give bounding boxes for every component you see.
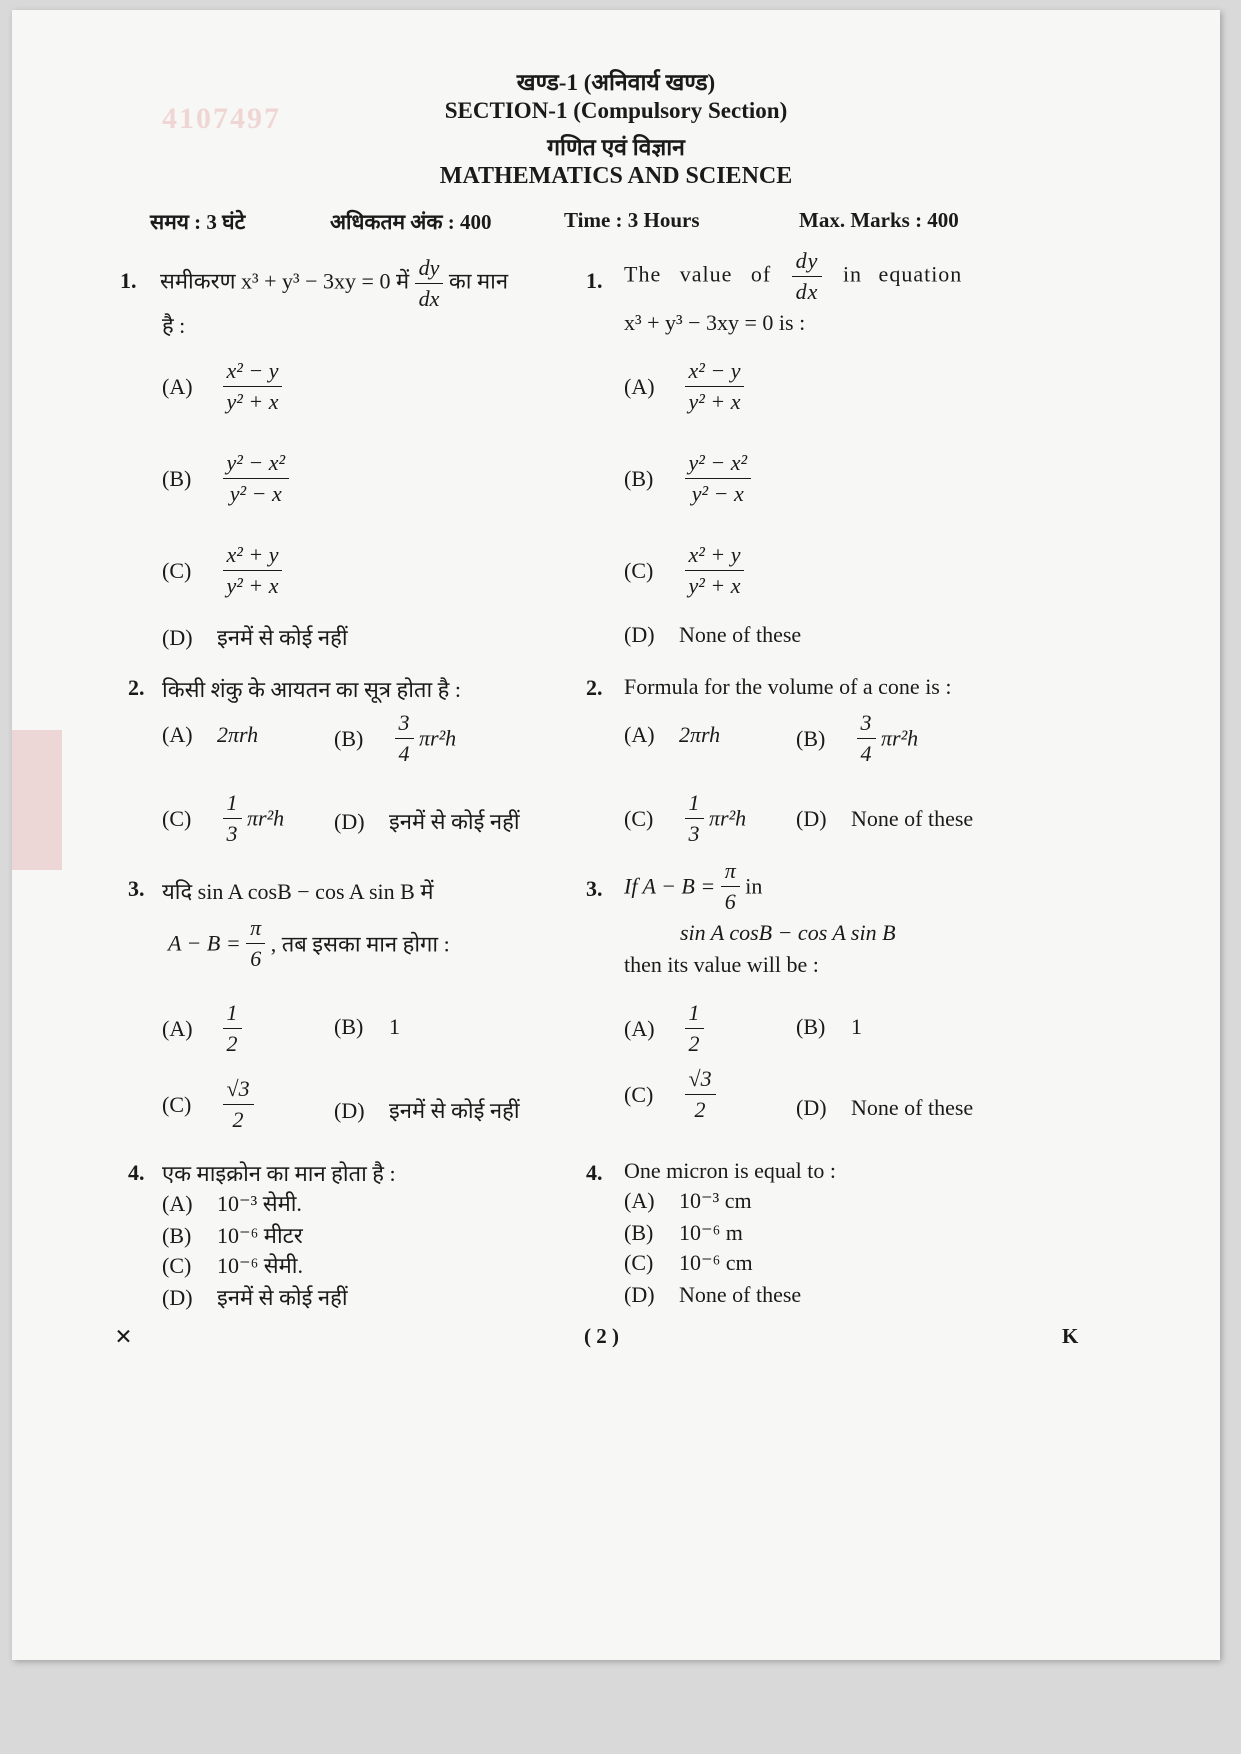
option-label: (C) [162,1253,192,1278]
q1-stem-english [624,248,962,305]
option-text: None of these [679,622,802,647]
option-text: इनमें से कोई नहीं [217,1285,348,1310]
option-label: (A) [624,373,655,399]
den: 4 [398,741,410,766]
q3-english-post: in [745,873,763,899]
den: 3 [688,821,700,846]
three-quarters [395,710,414,767]
option-text: 1 [389,1014,400,1039]
q4-option-b-hindi [162,1220,303,1250]
q1-option-d-english [624,622,801,648]
option-text: 2πrh [217,722,259,747]
q1-number-english: 1. [586,268,603,293]
option-label: (A) [162,1015,193,1041]
num: x² + y [223,542,283,571]
marks-english: Max. Marks : 400 [799,208,959,232]
q1-b-frac [223,450,290,507]
root3-over-2 [685,1066,716,1123]
option-label: (D) [334,1098,365,1123]
den: y² − x [691,481,744,506]
option-text: इनमें से कोई नहीं [217,625,348,650]
option-text: None of these [851,806,974,831]
edge-stain [12,730,62,870]
q3-stem-hindi-line1: यदि sin A cosB − cos A sin B में [162,879,434,904]
q1-stem-english-post: in equation [842,261,963,287]
num: 1 [685,790,704,819]
option-text: 10⁻⁶ मीटर [217,1223,303,1248]
den: 4 [860,741,872,766]
q2-option-d-english [796,806,973,832]
one-third [685,790,704,847]
option-label: (B) [334,1014,364,1039]
q1-option-a-hindi [162,358,282,415]
q1-option-b-english [624,450,751,507]
num: π [721,858,740,887]
q4-number-english: 4. [586,1160,603,1185]
num: y² − x² [685,450,752,479]
cross-mark-icon: × [115,1320,133,1353]
option-text: 10⁻⁶ m [679,1220,743,1245]
option-label: (B) [796,1014,826,1039]
option-label: (A) [162,1191,193,1216]
option-label: (B) [796,725,826,751]
num: x² + y [685,542,745,571]
q1-c-frac [223,542,283,599]
den: y² − x [229,481,282,506]
q1-number-hindi: 1. [120,268,137,293]
q1-option-c-english [624,542,744,599]
q3-option-c-hindi [162,1076,254,1133]
q3-hindi-post: , तब इसका मान होगा : [270,931,450,957]
option-text: None of these [851,1095,974,1120]
option-label: (C) [624,805,654,831]
option-label: (C) [624,1081,654,1107]
pi-over-six [246,915,265,972]
pi-over-six [721,858,740,915]
num: 1 [223,1000,242,1029]
q2-number-hindi: 2. [128,675,145,700]
section-title-english: SECTION-1 (Compulsory Section) [444,98,788,123]
one-half [685,1000,704,1057]
q1-b-frac [685,450,752,507]
num: 1 [685,1000,704,1029]
q4-option-a-english [624,1188,752,1214]
option-label: (D) [162,1285,193,1310]
option-text: 10⁻³ cm [679,1188,752,1213]
one-third [223,790,242,847]
q3-option-d-english [796,1095,973,1121]
option-text: πr²h [881,725,919,751]
q1-a-frac [223,358,283,415]
num: x² − y [685,358,745,387]
page-number: ( 2 ) [584,1324,619,1348]
option-text: 2πrh [679,722,721,747]
q4-option-d-english [624,1282,801,1308]
q3-stem-english-line2: sin A cosB − cos A sin B [680,920,896,945]
root3-over-2 [223,1076,254,1133]
den: y² + x [688,573,741,598]
den: 2 [226,1031,238,1056]
option-text: πr²h [709,805,747,831]
option-label: (A) [624,1188,655,1213]
option-label: (D) [624,1282,655,1307]
den: y² + x [226,389,279,414]
three-quarters [857,710,876,767]
q3-option-b-hindi [334,1014,400,1040]
option-label: (A) [162,722,193,747]
section-title-hindi: खण्ड-1 (अनिवार्य खण्ड) [516,70,716,95]
q3-stem-hindi-line2 [168,915,450,972]
den: 2 [232,1107,244,1132]
option-text: πr²h [247,805,285,831]
dx: dx [418,286,440,311]
q3-option-b-english [796,1014,862,1040]
option-label: (D) [624,622,655,647]
q4-number-hindi: 4. [128,1160,145,1185]
option-label: (C) [624,557,654,583]
num: 1 [223,790,242,819]
option-text: πr²h [419,725,457,751]
subject-title-english: MATHEMATICS AND SCIENCE [439,163,793,189]
num: √3 [223,1076,254,1105]
q3-option-c-english [624,1066,716,1123]
q2-stem-english: Formula for the volume of a cone is : [624,674,952,699]
q1-stem-hindi-post: का मान [448,268,509,294]
q2-number-english: 2. [586,675,603,700]
q1-a-frac [685,358,745,415]
option-text: 10⁻⁶ सेमी. [217,1253,304,1278]
q4-option-c-hindi [162,1250,303,1280]
q1-stem-english-line2: x³ + y³ − 3xy = 0 is : [624,310,806,335]
q3-stem-english-line1 [624,858,762,915]
dx: dx [795,279,819,304]
paper-set-code: K [1062,1324,1079,1348]
q1-stem-english-pre: The value of [624,261,772,287]
q2-option-d-hindi [334,806,520,836]
option-label: (A) [624,1015,655,1041]
option-text: 10⁻⁶ cm [679,1250,753,1275]
marks-hindi: अधिकतम अंक : 400 [330,210,492,234]
q1-dydx-english [792,248,823,305]
subject-title-hindi: गणित एवं विज्ञान [547,135,685,160]
q2-option-b-english [796,710,918,767]
den: y² + x [226,573,279,598]
option-label: (B) [334,725,364,751]
q2-option-a-english [624,722,720,748]
num: 3 [395,710,414,739]
option-label: (A) [162,373,193,399]
den: y² + x [688,389,741,414]
q1-option-d-hindi [162,622,348,652]
q4-option-c-english [624,1250,753,1276]
option-label: (D) [796,806,827,831]
den: 6 [250,946,262,971]
option-label: (C) [162,805,192,831]
q4-stem-hindi: एक माइक्रोन का मान होता है : [162,1161,396,1186]
num: √3 [685,1066,716,1095]
den: 2 [694,1097,706,1122]
option-label: (B) [162,465,192,491]
q1-option-c-hindi [162,542,282,599]
q3-option-a-hindi [162,1000,242,1057]
option-label: (A) [624,722,655,747]
option-label: (B) [624,1220,654,1245]
option-label: (C) [162,1091,192,1117]
q3-english-pre: If A − B = [624,873,716,899]
option-text: इनमें से कोई नहीं [389,1098,520,1123]
exam-page [12,10,1220,1660]
den: 2 [688,1031,700,1056]
q3-number-hindi: 3. [128,876,145,901]
q2-option-c-hindi [162,790,284,847]
q1-option-a-english [624,358,744,415]
q1-c-frac [685,542,745,599]
option-label: (D) [334,809,365,834]
one-half [223,1000,242,1057]
num: x² − y [223,358,283,387]
q2-option-b-hindi [334,710,456,767]
q3-option-a-english [624,1000,704,1057]
option-label: (D) [796,1095,827,1120]
q2-option-a-hindi [162,722,258,748]
q4-option-b-english [624,1220,743,1246]
time-english: Time : 3 Hours [564,208,700,232]
bleed-through-serial: 4107497 [162,102,281,135]
den: 3 [226,821,238,846]
option-text: None of these [679,1282,802,1307]
q2-stem-hindi: किसी शंकु के आयतन का सूत्र होता है : [162,677,461,702]
num: 3 [857,710,876,739]
q1-dydx-hindi [415,255,444,312]
dy: dy [415,255,444,284]
q3-number-english: 3. [586,876,603,901]
option-text: इनमें से कोई नहीं [389,809,520,834]
q4-option-a-hindi [162,1188,302,1218]
option-label: (C) [162,557,192,583]
option-label: (B) [162,1223,192,1248]
q3-hindi-pre: A − B = [168,930,241,956]
num: π [246,915,265,944]
option-label: (D) [162,625,193,650]
option-text: 1 [851,1014,862,1039]
den: 6 [724,889,736,914]
option-label: (B) [624,465,654,491]
q1-stem-hindi [160,255,508,312]
option-text: 10⁻³ सेमी. [217,1191,302,1216]
q4-option-d-hindi [162,1282,348,1312]
q1-option-b-hindi [162,450,289,507]
q3-stem-english-line3: then its value will be : [624,952,819,977]
q1-stem-hindi-line2: है : [162,313,186,338]
q3-option-d-hindi [334,1095,520,1125]
time-hindi: समय : 3 घंटे [150,210,246,234]
q2-option-c-english [624,790,746,847]
q1-stem-hindi-pre: समीकरण x³ + y³ − 3xy = 0 में [160,268,410,294]
q4-stem-english: One micron is equal to : [624,1158,837,1183]
num: y² − x² [223,450,290,479]
option-label: (C) [624,1250,654,1275]
dy: dy [792,248,823,277]
